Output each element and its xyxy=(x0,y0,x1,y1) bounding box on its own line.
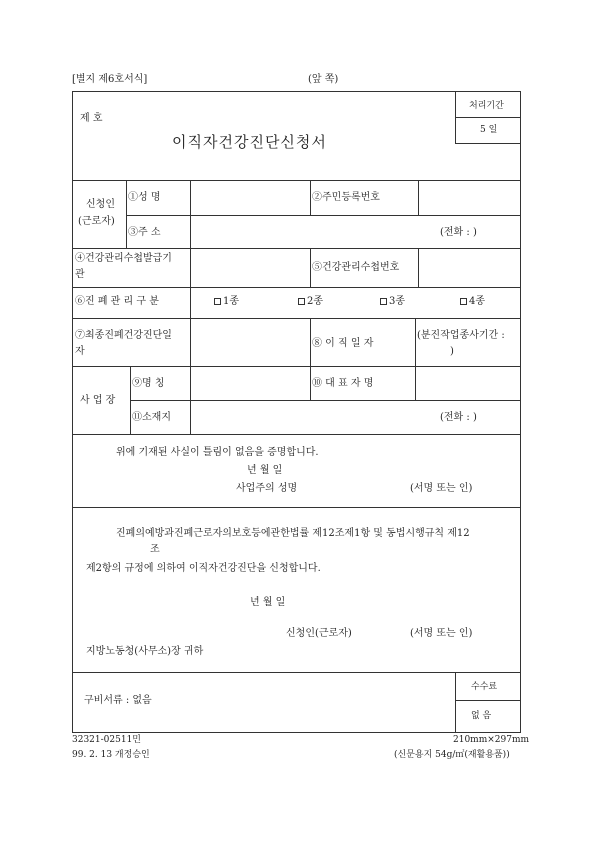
workplace-name-label: ⑨명 칭 xyxy=(132,378,165,389)
workplace-location-label: ⑪소재지 xyxy=(132,412,171,423)
checkbox-icon xyxy=(214,298,221,305)
dust-work-period-label: (분진작업종사기간 : xyxy=(417,330,505,341)
applicant-signer-label: 신청인(근로자) xyxy=(286,628,352,639)
disease-class-label: ⑥진 폐 관 리 구 분 xyxy=(75,296,159,307)
workplace-section-label: 사 업 장 xyxy=(80,395,116,406)
applicant-phone-label: (전화 : ) xyxy=(440,227,477,238)
side-label: (앞 쪽) xyxy=(308,74,339,85)
applicant-sign-hint: (서명 또는 인) xyxy=(410,628,473,639)
application-date: 년 월 일 xyxy=(250,597,286,608)
applicant-name-label: ①성 명 xyxy=(128,192,161,203)
resident-no-label: ②주민등록번호 xyxy=(312,192,380,203)
employer-sign-hint: (서명 또는 인) xyxy=(410,483,473,494)
book-issuer-label: ④건강관리수첩발급기 xyxy=(75,253,172,264)
application-statement-cont: 제2항의 규정에 의하여 이직자건강진단을 신청합니다. xyxy=(86,563,321,574)
form-code: 32321-02511민 xyxy=(72,735,141,745)
representative-label: ⑩ 대 표 자 명 xyxy=(312,378,374,389)
last-exam-label: ⑦최종진폐건강진단일 xyxy=(75,330,172,341)
form-label: [별지 제6호서식] xyxy=(72,74,148,85)
dust-work-period-close: ) xyxy=(450,346,454,357)
certification-statement: 위에 기재된 사실이 틀림이 없음을 증명합니다. xyxy=(116,447,319,458)
certification-date: 년 월 일 xyxy=(247,465,283,476)
application-statement: 진폐의예방과진폐근로자의보호등에관한법률 제12조제1항 및 동법시행규칙 제12 xyxy=(116,528,470,539)
disease-option-4[interactable]: 4종 xyxy=(460,296,485,308)
fee-label: 수수료 xyxy=(471,682,498,692)
processing-period-value: 5 일 xyxy=(480,125,498,135)
book-issuer-label-cont: 관 xyxy=(75,269,85,280)
checkbox-icon xyxy=(460,298,467,305)
disease-option-1[interactable]: 1종 xyxy=(214,296,239,308)
paper-size: 210mm×297mm xyxy=(453,735,530,745)
disease-option-2[interactable]: 2종 xyxy=(298,296,323,308)
applicant-address-label: ③주 소 xyxy=(128,227,161,238)
page-title: 이직자건강진단신청서 xyxy=(172,133,327,151)
applicant-section-sublabel: (근로자) xyxy=(78,216,115,227)
resign-date-label: ⑧ 이 직 일 자 xyxy=(312,338,374,349)
paper-type: (신문용지 54g/㎡(재활용품)) xyxy=(394,750,510,760)
fee-value: 없 음 xyxy=(471,711,492,721)
required-documents-label: 구비서류 : 없음 xyxy=(84,695,152,706)
approval-date: 99. 2. 13 개정승인 xyxy=(72,750,150,760)
applicant-section-label: 신청인 xyxy=(86,199,115,210)
disease-option-3[interactable]: 3종 xyxy=(380,296,405,308)
addressee: 지방노동청(사무소)장 귀하 xyxy=(86,646,204,657)
checkbox-icon xyxy=(298,298,305,305)
number-label: 제 호 xyxy=(80,113,103,124)
checkbox-icon xyxy=(380,298,387,305)
employer-name-label: 사업주의 성명 xyxy=(236,483,298,494)
workplace-phone-label: (전화 : ) xyxy=(440,412,477,423)
processing-period-label: 처리기간 xyxy=(469,101,504,111)
last-exam-label-cont: 자 xyxy=(75,346,85,357)
book-no-label: ⑤건강관리수첩번호 xyxy=(312,262,400,273)
application-statement-char: 조 xyxy=(150,544,160,555)
